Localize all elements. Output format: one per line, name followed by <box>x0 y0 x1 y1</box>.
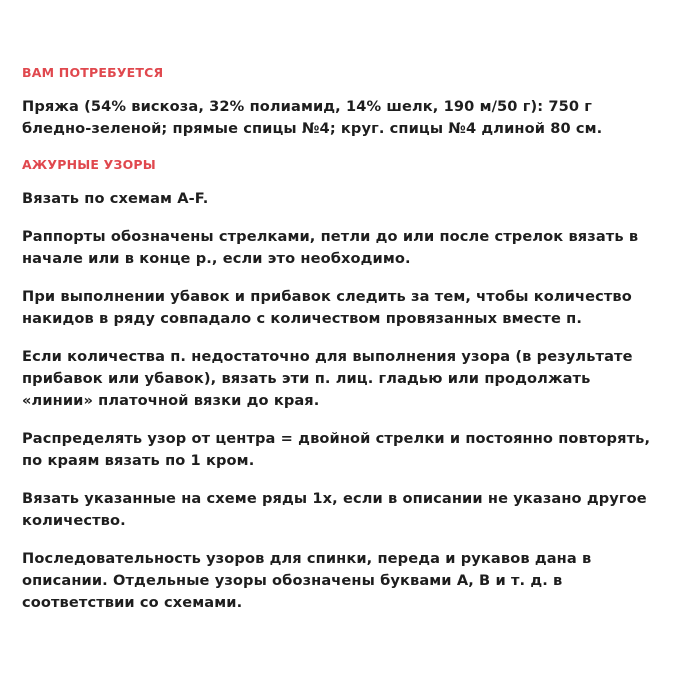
section-heading-lace-patterns: АЖУРНЫЕ УЗОРЫ <box>22 157 156 172</box>
section-heading-materials: ВАМ ПОТРЕБУЕТСЯ <box>22 65 164 80</box>
pattern-paragraph-5: Распределять узор от центра = двойной стрелки и постоянно повторять, по краям вязать по 1 кром. <box>22 430 651 469</box>
pattern-paragraph-3: При выполнении убавок и прибавок следить за тем, чтобы количество накидов в ряду совпадало с количеством провязанных вместе п. <box>22 288 632 327</box>
pattern-paragraph-1: Вязать по схемам A-F. <box>22 190 209 207</box>
document-page <box>22 64 662 630</box>
pattern-paragraph-7: Последовательность узоров для спинки, переда и рукавов дана в описании. Отдельные узоры обозначены буквами А, В и т. д. в соответствии со схемами. <box>22 550 592 611</box>
pattern-paragraph-4: Если количества п. недостаточно для выполнения узора (в результате прибавок или убавок), вязать эти п. лиц. гладью или продолжать «линии» платочной вязки до края. <box>22 348 633 409</box>
materials-paragraph: Пряжа (54% вискоза, 32% полиамид, 14% шелк, 190 м/50 г): 750 г бледно-зеленой; прямые спицы №4; круг. спицы №4 длиной 80 см. <box>22 98 603 137</box>
pattern-paragraph-6: Вязать указанные на схеме ряды 1х, если в описании не указано другое количество. <box>22 490 647 529</box>
pattern-paragraph-2: Раппорты обозначены стрелками, петли до или после стрелок вязать в начале или в конце р., если это необходимо. <box>22 228 639 267</box>
